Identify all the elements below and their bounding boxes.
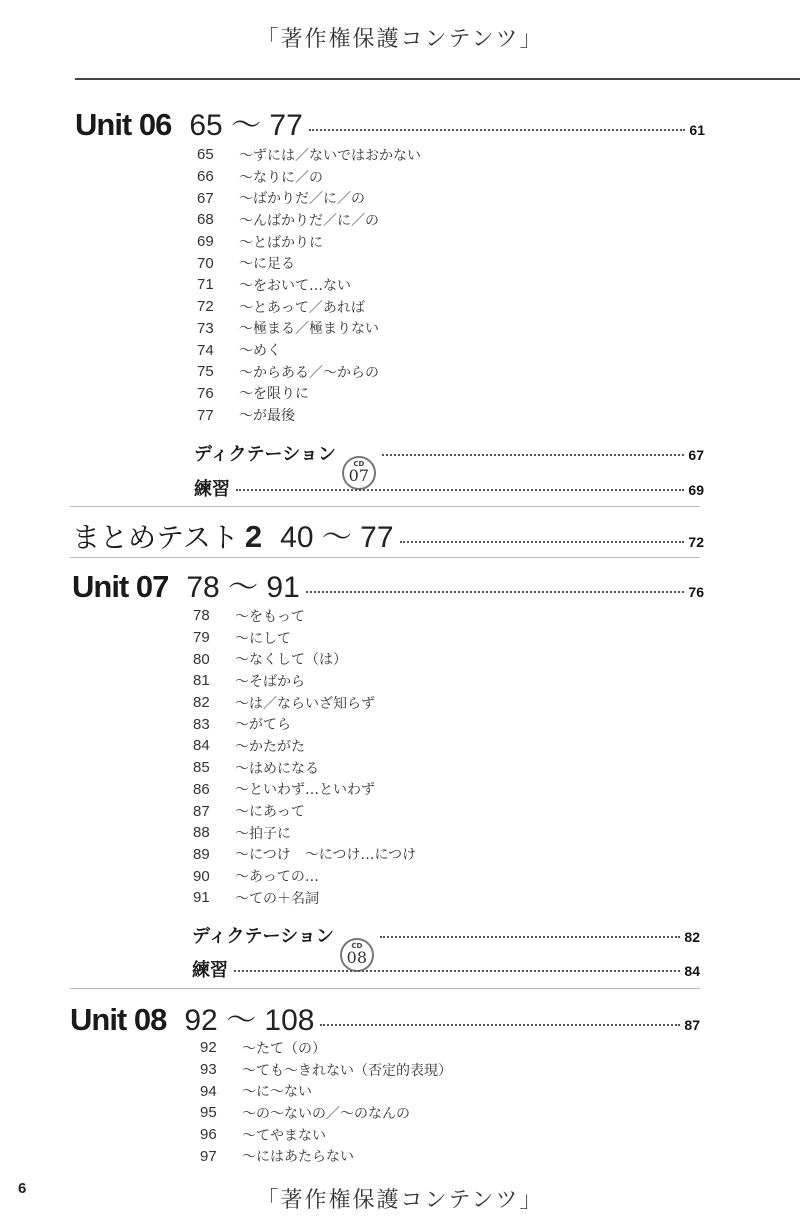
item-text: 〜にして — [235, 630, 291, 647]
unit07-practice-row[interactable] — [192, 956, 700, 982]
unit07-item-list — [193, 605, 416, 909]
item-number: 73 — [197, 319, 214, 337]
item-number: 65 — [197, 146, 214, 164]
watermark-top: 「著作権保護コンテンツ」 — [256, 27, 544, 52]
list-item[interactable] — [200, 1145, 452, 1167]
item-number: 83 — [193, 715, 210, 733]
item-text: 〜ばかりだ／に／の — [239, 191, 365, 208]
item-text: 〜に足る — [239, 256, 295, 273]
unit07-heading[interactable] — [72, 562, 704, 606]
item-text: 〜をおいて…ない — [239, 277, 351, 294]
item-number: 80 — [193, 650, 210, 668]
list-item[interactable] — [200, 1080, 452, 1102]
list-item[interactable] — [193, 670, 416, 692]
unit06-range: 65 〜 77 — [189, 109, 303, 142]
list-item[interactable] — [193, 865, 416, 887]
page-number: 6 — [18, 1180, 27, 1197]
item-number: 81 — [193, 672, 210, 690]
item-number: 85 — [193, 759, 210, 777]
leader-dots — [320, 1024, 680, 1026]
list-item[interactable] — [193, 800, 416, 822]
item-number: 92 — [200, 1039, 217, 1057]
leader-dots — [380, 936, 681, 938]
item-text: 〜に〜ない — [242, 1084, 312, 1101]
item-text: 〜ての＋名詞 — [235, 890, 319, 907]
item-number: 74 — [197, 341, 214, 359]
list-item[interactable] — [200, 1037, 452, 1059]
practice-page: 84 — [684, 963, 700, 979]
item-number: 77 — [197, 406, 214, 424]
matome-test-number: 2 — [244, 519, 263, 554]
item-number: 91 — [193, 889, 210, 907]
item-text: 〜ずには／ないではおかない — [239, 147, 421, 164]
item-number: 68 — [197, 211, 214, 229]
item-text: 〜めく — [239, 343, 281, 360]
list-item[interactable] — [197, 361, 421, 383]
item-number: 88 — [193, 824, 210, 842]
item-text: 〜が最後 — [239, 408, 295, 425]
item-number: 87 — [193, 802, 210, 820]
item-number: 76 — [197, 384, 214, 402]
item-text: 〜をもって — [235, 608, 305, 625]
list-item[interactable] — [193, 757, 416, 779]
item-number: 97 — [200, 1147, 217, 1165]
list-item[interactable] — [193, 779, 416, 801]
item-number: 78 — [193, 607, 210, 625]
matome-test-heading[interactable] — [72, 512, 704, 556]
unit08-item-list — [200, 1037, 452, 1167]
dictation-page: 67 — [688, 447, 704, 463]
section-divider — [70, 988, 700, 989]
practice-page: 69 — [688, 482, 704, 498]
item-number: 84 — [193, 737, 210, 755]
list-item[interactable] — [197, 231, 421, 253]
list-item[interactable] — [197, 209, 421, 231]
item-text: 〜にあって — [235, 804, 305, 821]
item-text: 〜の〜ないの／〜のなんの — [242, 1105, 410, 1122]
item-text: 〜がてら — [235, 717, 291, 734]
list-item[interactable] — [197, 404, 421, 426]
section-divider — [70, 557, 700, 558]
top-rule — [75, 78, 800, 80]
item-text: 〜を限りに — [239, 386, 309, 403]
item-number: 79 — [193, 629, 210, 647]
cd-track-number: 07 — [348, 466, 370, 485]
item-text: 〜そばから — [235, 673, 305, 690]
item-text: 〜なくして（は） — [235, 652, 347, 669]
cd-track-number: 08 — [346, 948, 368, 967]
list-item[interactable] — [193, 692, 416, 714]
list-item[interactable] — [197, 318, 421, 340]
list-item[interactable] — [193, 627, 416, 649]
item-number: 70 — [197, 254, 214, 272]
leader-dots — [400, 541, 685, 543]
item-text: 〜なりに／の — [239, 169, 323, 186]
item-number: 67 — [197, 189, 214, 207]
item-number: 93 — [200, 1061, 217, 1079]
item-text: 〜とばかりに — [239, 234, 323, 251]
item-number: 96 — [200, 1126, 217, 1144]
item-text: 〜につけ 〜につけ…につけ — [235, 847, 417, 864]
item-number: 75 — [197, 363, 214, 381]
unit07-label: Unit 07 — [72, 569, 169, 604]
item-number: 95 — [200, 1104, 217, 1122]
dictation-label: ディクテーション — [194, 444, 336, 465]
item-number: 66 — [197, 168, 214, 186]
dictation-label: ディクテーション — [192, 926, 334, 947]
unit06-practice-row[interactable] — [194, 475, 704, 501]
unit07-page: 76 — [688, 584, 704, 600]
list-item[interactable] — [193, 735, 416, 757]
matome-test-range: 40 〜 77 — [280, 521, 394, 554]
list-item[interactable] — [197, 252, 421, 274]
practice-label: 練習 — [194, 479, 230, 500]
unit06-heading[interactable] — [75, 100, 705, 144]
item-text: 〜てやまない — [242, 1127, 326, 1144]
list-item[interactable] — [200, 1124, 452, 1146]
item-text: 〜拍子に — [235, 825, 291, 842]
item-text: 〜は／ならいざ知らず — [235, 695, 375, 712]
list-item[interactable] — [193, 648, 416, 670]
item-number: 89 — [193, 845, 210, 863]
unit06-label: Unit 06 — [75, 107, 172, 142]
item-number: 86 — [193, 780, 210, 798]
list-item[interactable] — [197, 383, 421, 405]
list-item[interactable] — [197, 187, 421, 209]
list-item[interactable] — [193, 844, 416, 866]
list-item[interactable] — [193, 822, 416, 844]
unit07-range: 78 〜 91 — [186, 571, 300, 604]
unit06-page: 61 — [689, 122, 705, 138]
list-item[interactable] — [197, 144, 421, 166]
list-item[interactable] — [197, 274, 421, 296]
item-text: 〜はめになる — [235, 760, 319, 777]
item-text: 〜極まる／極まりない — [239, 321, 379, 338]
item-text: 〜といわず…といわず — [235, 782, 375, 799]
list-item[interactable] — [200, 1059, 452, 1081]
list-item[interactable] — [197, 339, 421, 361]
cd-icon-label: CD — [353, 460, 365, 468]
item-text: 〜からある／〜からの — [239, 364, 379, 381]
unit08-page: 87 — [684, 1017, 700, 1033]
unit06-item-list — [197, 144, 421, 426]
item-number: 72 — [197, 298, 214, 316]
unit08-heading[interactable] — [70, 995, 700, 1039]
item-text: 〜んばかりだ／に／の — [239, 212, 379, 229]
item-text: 〜あっての… — [235, 869, 319, 886]
item-text: 〜たて（の） — [242, 1040, 326, 1057]
matome-test-label: まとめテスト — [72, 521, 239, 554]
leader-dots — [236, 489, 684, 491]
item-number: 69 — [197, 233, 214, 251]
list-item[interactable] — [193, 887, 416, 909]
leader-dots — [234, 970, 680, 972]
list-item[interactable] — [193, 713, 416, 735]
leader-dots — [309, 129, 686, 131]
unit08-label: Unit 08 — [70, 1002, 167, 1037]
practice-label: 練習 — [192, 960, 228, 981]
watermark-bottom: 「著作権保護コンテンツ」 — [256, 1188, 544, 1213]
item-number: 71 — [197, 276, 214, 294]
section-divider — [70, 506, 700, 507]
dictation-page: 82 — [684, 929, 700, 945]
item-text: 〜かたがた — [235, 738, 305, 755]
leader-dots — [306, 591, 685, 593]
cd-icon-label: CD — [351, 942, 363, 950]
item-number: 90 — [193, 867, 210, 885]
item-number: 94 — [200, 1082, 217, 1100]
list-item[interactable] — [193, 605, 416, 627]
item-number: 82 — [193, 694, 210, 712]
item-text: 〜とあって／あれば — [239, 299, 365, 316]
matome-test-page: 72 — [688, 534, 704, 550]
list-item[interactable] — [200, 1102, 452, 1124]
leader-dots — [382, 454, 685, 456]
unit08-range: 92 〜 108 — [184, 1004, 315, 1037]
list-item[interactable] — [197, 296, 421, 318]
item-text: 〜にはあたらない — [242, 1149, 354, 1166]
list-item[interactable] — [197, 166, 421, 188]
item-text: 〜ても〜きれない（否定的表現） — [242, 1062, 452, 1079]
